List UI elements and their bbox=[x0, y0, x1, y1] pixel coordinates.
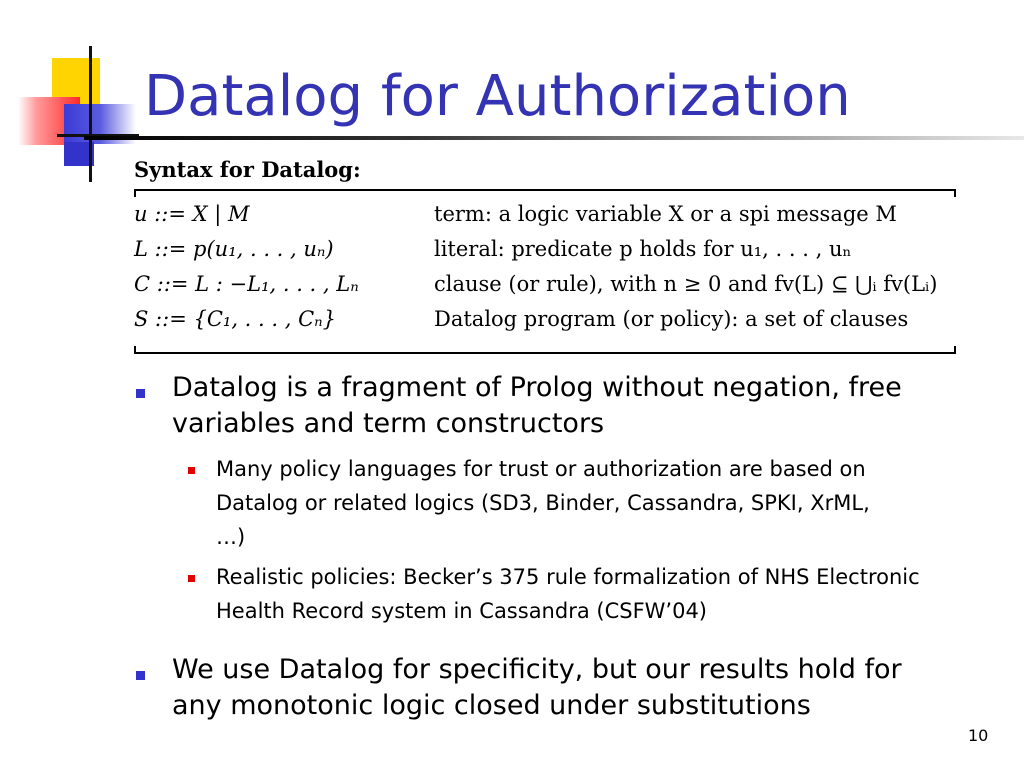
grammar-production: S ::= {C₁, . . . , Cₙ} bbox=[134, 307, 337, 331]
grammar-description: Datalog program (or policy): a set of clauses bbox=[434, 307, 909, 331]
grammar-row bbox=[134, 307, 994, 342]
grammar-description: term: a logic variable X or a spi message M bbox=[434, 202, 897, 226]
grammar-row bbox=[134, 202, 994, 237]
title-underline bbox=[84, 136, 1024, 140]
bullet-text: We use Datalog for specificity, but our results hold for any monotonic logic closed under substitutions bbox=[172, 654, 902, 721]
page-number: 10 bbox=[968, 726, 989, 745]
syntax-box-top-bracket bbox=[134, 189, 956, 197]
grammar-production: u ::= X | M bbox=[134, 202, 250, 226]
sub-bullet-text: Realistic policies: Becker’s 375 rule formalization of NHS Electronic Health Record system in Cassandra (CSFW’04) bbox=[216, 565, 920, 623]
slide-title: Datalog for Authorization bbox=[144, 64, 851, 129]
bullet-square-icon bbox=[136, 389, 145, 398]
grammar-production: L ::= p(u₁, . . . , uₙ) bbox=[134, 237, 334, 261]
logo-vertical-line bbox=[89, 46, 92, 182]
grammar-description: literal: predicate p holds for u₁, . . . , uₙ bbox=[434, 237, 852, 261]
grammar-production: C ::= L : −L₁, . . . , Lₙ bbox=[134, 272, 359, 296]
sub-bullet-square-icon bbox=[188, 467, 195, 474]
syntax-box-bottom-bracket bbox=[134, 346, 956, 354]
syntax-heading: Syntax for Datalog: bbox=[134, 157, 361, 182]
bullet-text: Datalog is a fragment of Prolog without negation, free variables and term constructors bbox=[172, 372, 902, 439]
grammar-row bbox=[134, 237, 994, 272]
grammar-description: clause (or rule), with n ≥ 0 and fv(L) ⊆ ⋃ᵢ fv(Lᵢ) bbox=[434, 272, 938, 296]
grammar-row bbox=[134, 272, 994, 307]
sub-bullet-square-icon bbox=[188, 575, 195, 582]
syntax-grammar bbox=[134, 202, 994, 342]
bullet-square-icon bbox=[136, 671, 145, 680]
sub-bullet-text: Many policy languages for trust or authorization are based on Datalog or related logics (SD3, Binder, Cassandra, SPKI, XrML, …) bbox=[216, 457, 870, 549]
